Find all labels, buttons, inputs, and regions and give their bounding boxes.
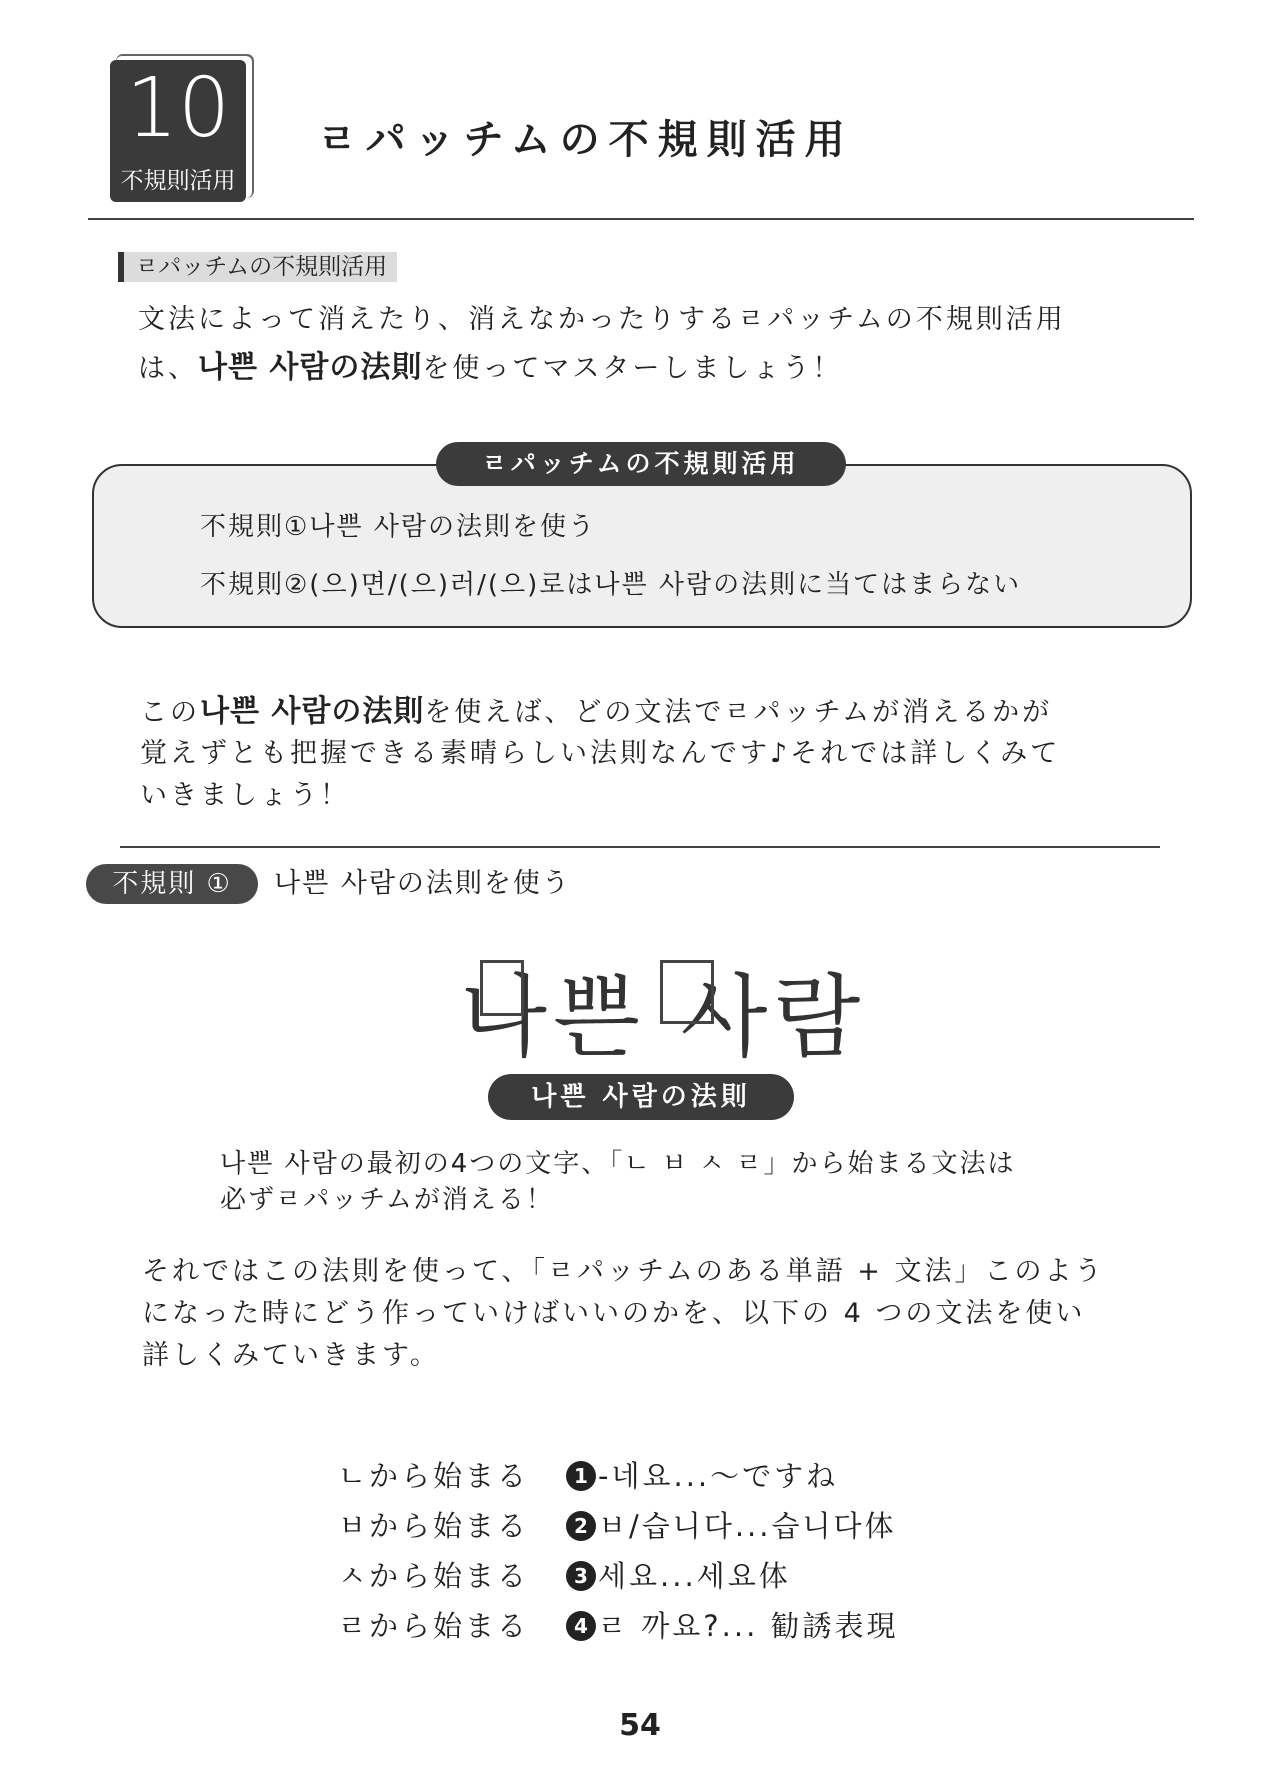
rule-1-para-line-2: になった時にどう作っていけばいいのかを、以下の 4 つの文法を使い: [142, 1298, 1086, 1329]
grammar-start-s: ㅅから始まる: [338, 1559, 530, 1593]
grammar-item-1-text: -네요...～ですね: [598, 1459, 839, 1493]
paragraph2-line-2: 覚えずとも把握できる素晴らしい法則なんです♪それでは詳しくみて: [140, 738, 1061, 769]
law-note-line-1: 나쁜 사람の最初の4つの文字、「ㄴ ㅂ ㅅ ㄹ」から始まる文法は: [220, 1149, 1016, 1179]
law-note-line-2: 必ずㄹパッチムが消える！: [220, 1185, 554, 1215]
intro-line-2-pre: は、: [138, 353, 198, 384]
paragraph2-pre: この: [140, 697, 200, 728]
intro-line-2: [138, 344, 842, 392]
grammar-item-4: [566, 1606, 899, 1646]
rules-box-rule-2: 不規則②(으)면/(으)러/(으)로は나쁜 사람の法則に当てはまらない: [200, 570, 1022, 600]
intro-line-1: 文法によって消えたり、消えなかったりするㄹパッチムの不規則活用: [138, 304, 1066, 335]
grammar-start-l: ㄹから始まる: [338, 1609, 530, 1643]
grammar-start-n: ㄴから始まる: [338, 1459, 530, 1493]
rule-1-para-line-3: 詳しくみていきます。: [142, 1340, 440, 1371]
number-badge-1: 1: [566, 1461, 596, 1491]
number-badge-3: 3: [566, 1561, 596, 1591]
grammar-start-b: ㅂから始まる: [338, 1509, 530, 1543]
rule-1-heading: 나쁜 사람の法則を使う: [274, 868, 571, 899]
section-divider: [120, 846, 1160, 848]
intro-law-name: 나쁜 사람の法則: [198, 350, 423, 385]
rules-box: [92, 464, 1192, 628]
number-badge-2: 2: [566, 1511, 596, 1541]
section-heading: ㄹパッチムの不規則活用: [118, 252, 397, 282]
grammar-item-3: [566, 1556, 791, 1596]
grammar-item-2-text: ㅂ/습니다...습니다体: [598, 1509, 897, 1543]
chapter-label: 不規則活用: [120, 168, 236, 194]
highlight-box-s: [660, 960, 714, 1024]
big-korean-text: 나쁜 사람: [460, 965, 867, 1070]
paragraph2-line-1: [140, 688, 1052, 736]
highlight-box-n: [480, 960, 524, 1016]
page-title: ㄹパッチムの不規則活用: [318, 117, 854, 163]
grammar-item-2: [566, 1506, 897, 1546]
grammar-item-4-text: ㄹ 까요?... 勧誘表現: [598, 1609, 899, 1643]
title-divider: [88, 218, 1194, 220]
rule-1-tag: 不規則 ①: [86, 864, 258, 904]
paragraph2-post: を使えば、どの文法でㄹパッチムが消えるかが: [424, 697, 1053, 728]
page-number: 54: [619, 1708, 661, 1743]
rules-box-title: ㄹパッチムの不規則活用: [436, 442, 846, 486]
chapter-number: 10: [125, 61, 231, 156]
grammar-item-3-text: 세요...세요体: [598, 1559, 791, 1593]
paragraph2-line-3: いきましょう！: [140, 780, 350, 811]
grammar-item-1: [566, 1456, 838, 1496]
law-pill: 나쁜 사람の法則: [488, 1074, 794, 1120]
number-badge-4: 4: [566, 1611, 596, 1641]
rule-1-para-line-1: それではこの法則を使って、「ㄹパッチムのある単語 + 文法」このよう: [142, 1256, 1105, 1287]
rules-box-rule-1: 不規則①나쁜 사람の法則を使う: [200, 512, 597, 542]
intro-line-2-post: を使ってマスターしましょう！: [422, 353, 843, 384]
paragraph2-law-name: 나쁜 사람の法則: [200, 694, 425, 729]
